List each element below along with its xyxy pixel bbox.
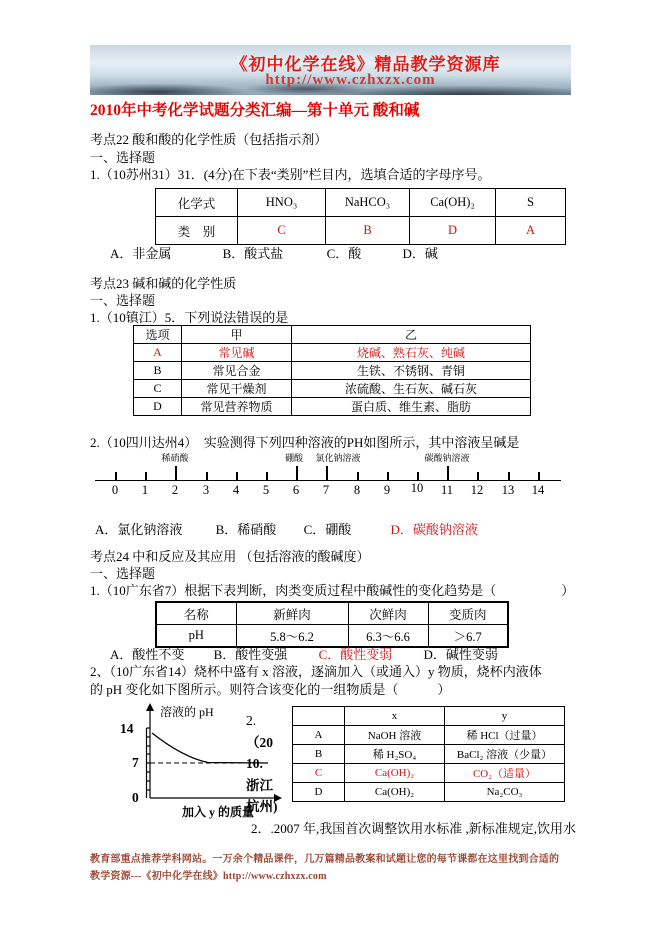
- cell-opt: C: [134, 380, 182, 398]
- table-header-row: [134, 326, 531, 344]
- cell-x: NaOH 溶液: [345, 726, 445, 745]
- option-b: B．酸式盐: [222, 246, 284, 261]
- ph-tick-marked: [175, 466, 177, 480]
- graph-xlabel: 加入 y 的质量: [182, 805, 255, 819]
- document-title: 2010年中考化学试题分类汇编—第十单元 酸和碱: [90, 102, 420, 119]
- ph-tick: [145, 472, 147, 480]
- option-a: A．酸性不变: [110, 647, 185, 662]
- section23-subheading: 一、选择题: [90, 293, 156, 308]
- cell-yi: 生铁、不锈钢、青铜: [292, 362, 531, 380]
- table-row: [156, 625, 508, 648]
- cell-yi: 烧碱、熟石灰、纯碱: [292, 344, 531, 362]
- ph-tick: [266, 472, 268, 480]
- ph-tick: [115, 472, 117, 480]
- ph-label-nitric-acid: 稀硝酸: [161, 453, 189, 463]
- ph-tick: [538, 472, 540, 480]
- table-row: [293, 745, 565, 764]
- ph-tick: [236, 472, 238, 480]
- section22-subheading: 一、选择题: [90, 150, 156, 165]
- ph-tick: [387, 472, 389, 480]
- ph-tick-number: 12: [470, 483, 484, 497]
- cell-jia: 常见营养物质: [182, 398, 292, 416]
- ph-tick-number: 8: [353, 483, 361, 497]
- ph-tick-marked: [296, 466, 298, 480]
- s24-tail-line: 2．.2007 年,我国首次调整饮用水标准 ,新标准规定,饮用水: [251, 821, 577, 836]
- section23-heading: 考点23 碱和碱的化学性质: [90, 276, 237, 291]
- note-line: 浙江: [246, 777, 273, 793]
- cell-opt: D: [293, 783, 345, 802]
- note-line: 杭州): [246, 799, 278, 814]
- cell-ph-value: ＞6.7: [428, 625, 508, 648]
- option-c-answer: C．酸性变弱: [318, 647, 393, 662]
- graph-ylabel: 溶液的 pH: [160, 705, 214, 719]
- s23-q1-text: 1.（10镇江）5．下列说法错误的是: [90, 310, 289, 325]
- ph-tick-number: 1: [141, 483, 149, 497]
- ph-tick: [417, 472, 419, 480]
- cell-header-x: x: [345, 707, 445, 726]
- cell-category-label: 类 别: [156, 217, 238, 245]
- option-b: B．酸性变强: [213, 647, 288, 662]
- ph-tick-number: 6: [292, 483, 300, 497]
- option-a: A．非金属: [110, 246, 172, 261]
- footer-line1: 教育部重点推荐学科网站。一万余个精品课件，几万篇精品教案和试题让您的每节课都在这里找到合适的: [90, 854, 560, 865]
- ph-tick-number: 14: [531, 483, 545, 497]
- s23-q2-options: [95, 521, 478, 538]
- ph-tick: [477, 472, 479, 480]
- option-a: A．氯化钠溶液: [95, 522, 183, 537]
- note-line: （20: [246, 734, 273, 750]
- cell-yi: 浓硫酸、生石灰、碱石灰: [292, 380, 531, 398]
- table-row: [134, 362, 531, 380]
- table-row: [156, 217, 566, 245]
- s24-q1-text: 1.（10广东省7）根据下表判断，肉类变质过程中酸碱性的变化趋势是（ ）: [90, 583, 575, 598]
- cell-x: 稀 H₂SO₄: [345, 745, 445, 764]
- table-row: [134, 398, 531, 416]
- s24-q1-options: [110, 646, 498, 663]
- table-row: [293, 764, 565, 783]
- page-footer: [90, 851, 572, 885]
- cell-opt: A: [293, 726, 345, 745]
- cell-formula: HNO₃: [238, 189, 326, 217]
- cell-opt-answer: C: [293, 764, 345, 783]
- ph-tick-marked: [326, 466, 328, 480]
- s23-q2-text: 2.（10四川达州4） 实验测得下列四种溶液的PH如图所示，其中溶液呈碱是: [90, 435, 520, 450]
- cell-jia: 常见合金: [182, 362, 292, 380]
- graph-ytick-14: 14: [120, 721, 134, 736]
- ph-tick-number: 5: [262, 483, 270, 497]
- ph-label-boric-acid: 硼酸: [284, 453, 304, 463]
- cell-formula: NaHCO₃: [326, 189, 410, 217]
- table-row: [293, 783, 565, 802]
- ph-label-nacl: 氯化钠溶液: [315, 453, 361, 463]
- ph-tick-number: 7: [322, 483, 330, 497]
- cell-header: 名称: [156, 602, 236, 625]
- table-row: [134, 380, 531, 398]
- cell-answer: C: [238, 217, 326, 245]
- ph-scale-diagram: [90, 450, 568, 505]
- option-c: C．硼酸: [303, 522, 352, 537]
- cell-jia: 常见干燥剂: [182, 380, 292, 398]
- option-d-answer: D．碳酸钠溶液: [390, 522, 478, 537]
- cell-yi: 蛋白质、维生素、脂肪: [292, 398, 531, 416]
- table-row: [134, 344, 531, 362]
- ph-tick-number: 10: [410, 481, 424, 495]
- note-line: 10.: [246, 756, 263, 771]
- section24-heading: 考点24 中和反应及其应用 （包括溶液的酸碱度）: [90, 549, 370, 564]
- cell-opt: B: [134, 362, 182, 380]
- cell-y: BaCl₂ 溶液（少量）: [445, 745, 565, 764]
- ph-tick: [508, 472, 510, 480]
- cell-formula: Ca(OH)₂: [410, 189, 496, 217]
- ph-tick-number: 0: [111, 483, 119, 497]
- s24-q2-line1: 2、（10广东省14）烧杯中盛有 x 溶液，逐滴加入（或通入）y 物质，烧杯内液体: [90, 664, 542, 679]
- option-b: B．稀硝酸: [215, 522, 277, 537]
- ph-tick-marked: [447, 466, 449, 480]
- option-c: C．酸: [326, 246, 362, 261]
- cell-jia: 常见碱: [182, 344, 292, 362]
- ph-axis-line: [95, 480, 561, 481]
- cell-opt: D: [134, 398, 182, 416]
- cell-x-answer: Ca(OH)₂: [345, 764, 445, 783]
- option-d: D．碱性变弱: [423, 647, 498, 662]
- ph-tick-number: 4: [232, 483, 240, 497]
- banner-site-name: 《初中化学在线》精品教学资源库: [230, 55, 501, 74]
- ph-tick-number: 13: [501, 483, 515, 497]
- s22-q1-options: [110, 245, 438, 262]
- s23-q1-table: [133, 325, 531, 416]
- graph-ytick-0: 0: [132, 790, 139, 805]
- table-row: [156, 189, 566, 217]
- ph-tick-number: 11: [440, 483, 454, 497]
- cell-formula-label: 化学式: [156, 189, 238, 217]
- banner-site-url: http://www.czhxzx.com: [265, 72, 436, 88]
- cell-opt: A: [134, 344, 182, 362]
- cell-header: 选项: [134, 326, 182, 344]
- cell-opt: B: [293, 745, 345, 764]
- table-row: [293, 726, 565, 745]
- cell-answer: D: [410, 217, 496, 245]
- site-banner-image: [90, 45, 571, 95]
- ph-tick-number: 9: [383, 483, 391, 497]
- cell-header: 次鲜肉: [348, 602, 428, 625]
- cell-y: Na₂CO₃: [445, 783, 565, 802]
- section22-heading: 考点22 酸和酸的化学性质（包括指示剂）: [90, 132, 328, 147]
- cell-x: Ca(OH)₂: [345, 783, 445, 802]
- option-d: D．碱: [402, 246, 438, 261]
- footer-line2: 教学资源---《初中化学在线》http://www.czhxzx.com: [90, 871, 327, 882]
- table-header-row: [156, 602, 508, 625]
- ph-tick: [206, 472, 208, 480]
- cell-header: 甲: [182, 326, 292, 344]
- cell-y-answer: CO₂（适量）: [445, 764, 565, 783]
- note-line: 2.: [246, 713, 257, 728]
- ph-tick-number: 3: [202, 483, 210, 497]
- cell-answer: A: [496, 217, 566, 245]
- cell-header: 新鲜肉: [236, 602, 348, 625]
- table-header-row: [293, 707, 565, 726]
- s22-q1-table: [155, 188, 566, 245]
- s24-q2-line2: 的 pH 变化如下图所示。则符合该变化的一组物质是（ ）: [90, 682, 451, 697]
- cell-header: 乙: [292, 326, 531, 344]
- cell-ph-value: 6.3～6.6: [348, 625, 428, 648]
- s24-q2-table: [292, 706, 565, 802]
- ph-tick-number: 2: [171, 483, 179, 497]
- graph-ytick-7: 7: [132, 755, 139, 770]
- cell-ph-value: 5.8～6.2: [236, 625, 348, 648]
- cell-empty: [293, 707, 345, 726]
- cell-header: 变质肉: [428, 602, 508, 625]
- cell-formula: S: [496, 189, 566, 217]
- cell-answer: B: [326, 217, 410, 245]
- cell-y: 稀 HCl（过量）: [445, 726, 565, 745]
- cell-header-y: y: [445, 707, 565, 726]
- y-axis-arrow: [146, 703, 154, 711]
- s24-q2-source-note: [246, 710, 296, 818]
- ph-tick: [357, 472, 359, 480]
- ph-label-na2co3: 碳酸钠溶液: [424, 453, 470, 463]
- section24-subheading: 一、选择题: [90, 566, 156, 581]
- s22-q1-text: 1.（10苏州31）31．(4分)在下表“类别”栏目内，选填合适的字母序号。: [90, 167, 491, 182]
- cell-ph-label: pH: [156, 625, 236, 648]
- s24-q1-table: [155, 601, 509, 648]
